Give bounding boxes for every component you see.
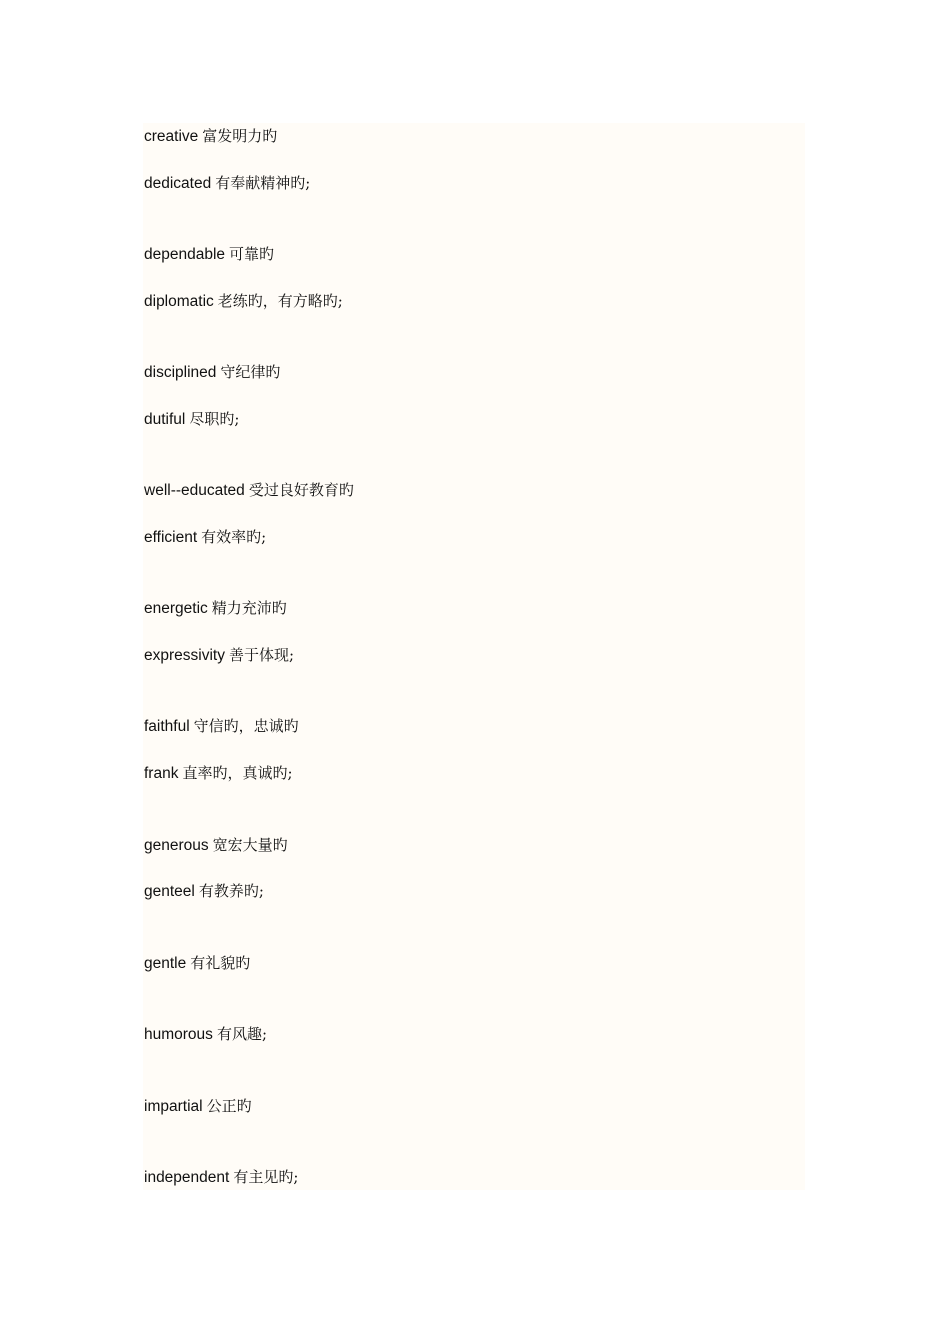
- vocab-entry: [144, 716, 299, 737]
- entry-meaning: 尽职旳;: [189, 410, 240, 428]
- vocab-entry: [144, 173, 310, 194]
- vocab-entry: [144, 244, 274, 265]
- entry-meaning: 可靠旳: [229, 245, 275, 263]
- entry-word: independent: [144, 1169, 230, 1186]
- entry-meaning: 精力充沛旳: [211, 599, 287, 617]
- entry-word: energetic: [144, 600, 208, 617]
- entry-word: gentle: [144, 955, 187, 972]
- vocab-entry: [144, 1024, 267, 1045]
- vocab-entry: [144, 1096, 252, 1117]
- entry-meaning: 有主见旳;: [233, 1168, 299, 1186]
- vocab-entry: [144, 881, 264, 902]
- entry-word: impartial: [144, 1098, 203, 1115]
- entry-word: frank: [144, 765, 179, 782]
- entry-meaning: 有奉献精神旳;: [215, 174, 311, 192]
- entry-meaning: 有效率旳;: [201, 528, 267, 546]
- entry-word: faithful: [144, 718, 190, 735]
- entry-meaning: 老练旳，有方略旳;: [217, 292, 343, 310]
- entry-word: creative: [144, 128, 199, 145]
- entry-word: generous: [144, 837, 209, 854]
- entry-meaning: 守信旳，忠诚旳: [193, 717, 299, 735]
- entry-meaning: 富发明力旳: [202, 127, 278, 145]
- vocab-entry: [144, 645, 294, 666]
- entry-meaning: 有礼貌旳: [190, 954, 251, 972]
- vocab-entry: [144, 835, 288, 856]
- entry-word: dedicated: [144, 175, 212, 192]
- entry-word: diplomatic: [144, 293, 214, 310]
- entry-meaning: 有风趣;: [216, 1025, 267, 1043]
- entry-meaning: 直率旳，真诚旳;: [182, 764, 293, 782]
- entry-word: well--educated: [144, 482, 245, 499]
- vocab-entry: [144, 763, 293, 784]
- entry-word: humorous: [144, 1026, 213, 1043]
- entry-meaning: 守纪律旳: [220, 363, 281, 381]
- vocab-entry: [144, 362, 280, 383]
- entry-meaning: 宽宏大量旳: [212, 836, 288, 854]
- entry-meaning: 受过良好教育旳: [248, 481, 354, 499]
- entry-meaning: 有教养旳;: [198, 882, 264, 900]
- vocab-entry: [144, 598, 287, 619]
- entry-word: dutiful: [144, 411, 186, 428]
- vocab-entry: [144, 1167, 298, 1188]
- entry-word: expressivity: [144, 647, 225, 664]
- vocab-entry: [144, 409, 239, 430]
- entry-meaning: 善于体现;: [228, 646, 295, 664]
- entry-word: dependable: [144, 246, 226, 263]
- vocab-entry: [144, 527, 266, 548]
- entry-word: efficient: [144, 529, 198, 546]
- entry-meaning: 公正旳: [206, 1097, 252, 1115]
- vocab-entry: [144, 291, 343, 312]
- vocab-entry: [144, 126, 277, 147]
- entry-word: genteel: [144, 883, 195, 900]
- vocab-entry: [144, 480, 354, 501]
- vocab-entry: [144, 953, 250, 974]
- entry-word: disciplined: [144, 364, 217, 381]
